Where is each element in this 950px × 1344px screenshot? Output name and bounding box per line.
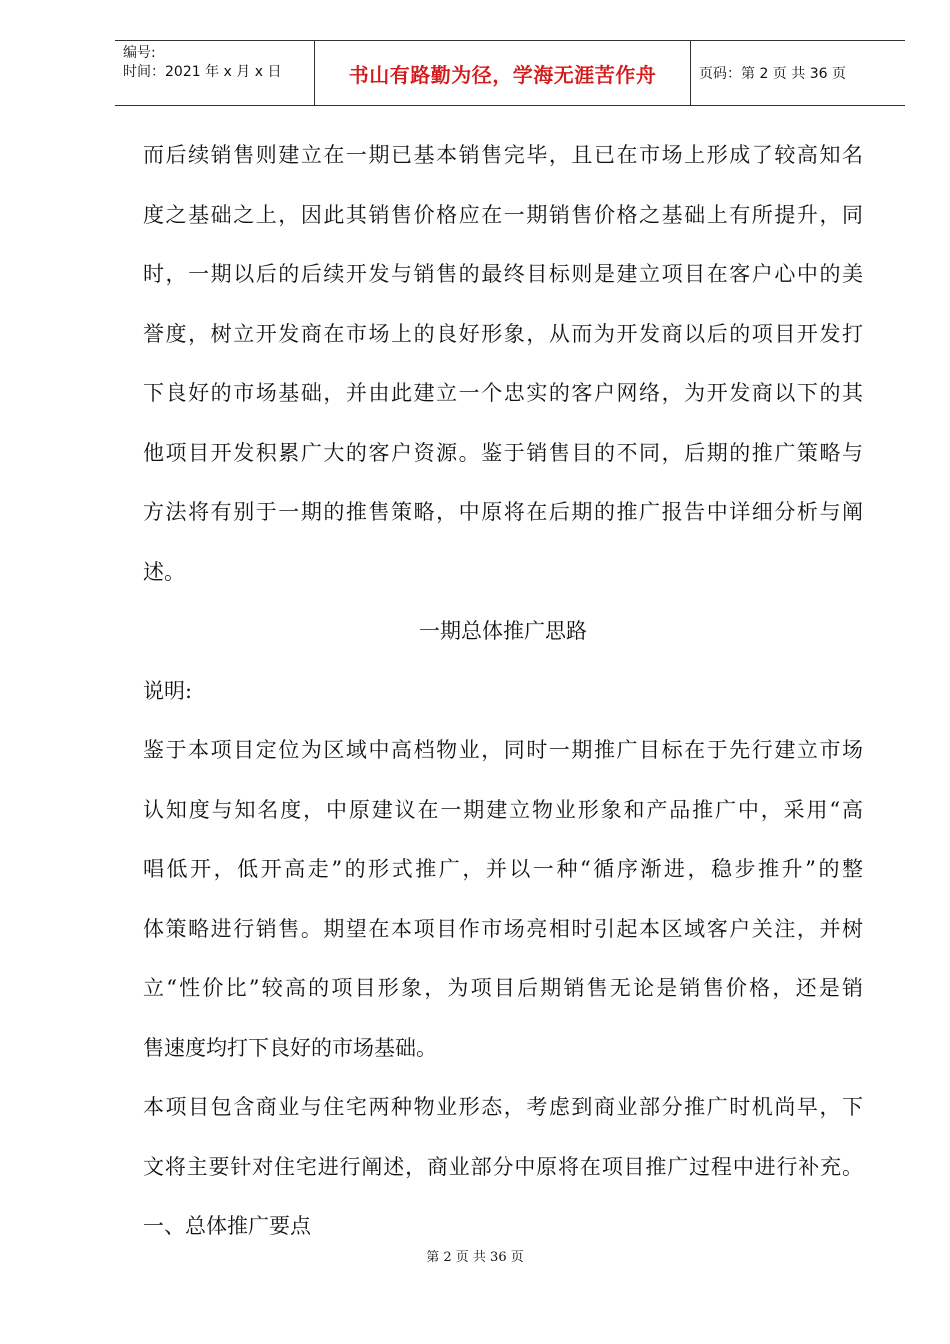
text-line: 文将主要针对住宅进行阐述，商业部分中原将在项目推广过程中进行补充。 [143, 1154, 863, 1179]
text-line: 时，一期以后的后续开发与销售的最终目标则是建立项目在客户心中的美 [143, 262, 863, 286]
text-line: 方法将有别于一期的推售策略，中原将在后期的推广报告中详细分析与阐 [143, 500, 863, 524]
text-line: 说明: [143, 678, 193, 703]
header-meta [115, 41, 315, 105]
text-line: 唱低开，低开高走”的形式推广，并以一种“循序渐进，稳步推升”的整 [143, 857, 863, 881]
header-page-label: 页码：第 2 页 共 36 页 [699, 66, 846, 82]
header-page-cell [691, 41, 905, 105]
text-line: 鉴于本项目定位为区域中高档物业，同时一期推广目标在于先行建立市场 [143, 738, 863, 762]
text-line: 体策略进行销售。期望在本项目作市场亮相时引起本区域客户关注，并树 [143, 916, 863, 941]
text-line: 售速度均打下良好的市场基础。 [143, 1035, 437, 1060]
text-line: 而后续销售则建立在一期已基本销售完毕，且已在市场上形成了较高知名 [143, 143, 863, 167]
document-body [143, 126, 863, 1257]
text-line: 他项目开发积累广大的客户资源。鉴于销售目的不同，后期的推广策略与 [143, 440, 863, 465]
page-header [115, 40, 905, 106]
text-line: 度之基础之上，因此其销售价格应在一期销售价格之基础上有所提升，同 [143, 202, 863, 227]
header-motto-cell [315, 41, 691, 105]
section-heading: 一期总体推广思路 [419, 619, 587, 643]
header-number-label: 编号: [123, 45, 156, 61]
text-line: 誉度，树立开发商在市场上的良好形象，从而为开发商以后的项目开发打 [143, 321, 863, 346]
header-motto: 书山有路勤为径，学海无涯苦作舟 [348, 62, 657, 87]
text-line: 认知度与知名度，中原建议在一期建立物业形象和产品推广中，采用“高 [143, 797, 863, 822]
text-line: 立“性价比”较高的项目形象，为项目后期销售无论是销售价格，还是销 [143, 976, 863, 1000]
text-line: 述。 [143, 559, 185, 584]
page-footer: 第 2 页 共 36 页 [426, 1250, 524, 1265]
text-line: 一、总体推广要点 [143, 1214, 311, 1238]
header-time-label: 时间：2021 年 x 月 x 日 [123, 64, 282, 80]
text-line: 下良好的市场基础，并由此建立一个忠实的客户网络，为开发商以下的其 [143, 381, 863, 405]
text-line: 本项目包含商业与住宅两种物业形态，考虑到商业部分推广时机尚早，下 [143, 1095, 863, 1119]
